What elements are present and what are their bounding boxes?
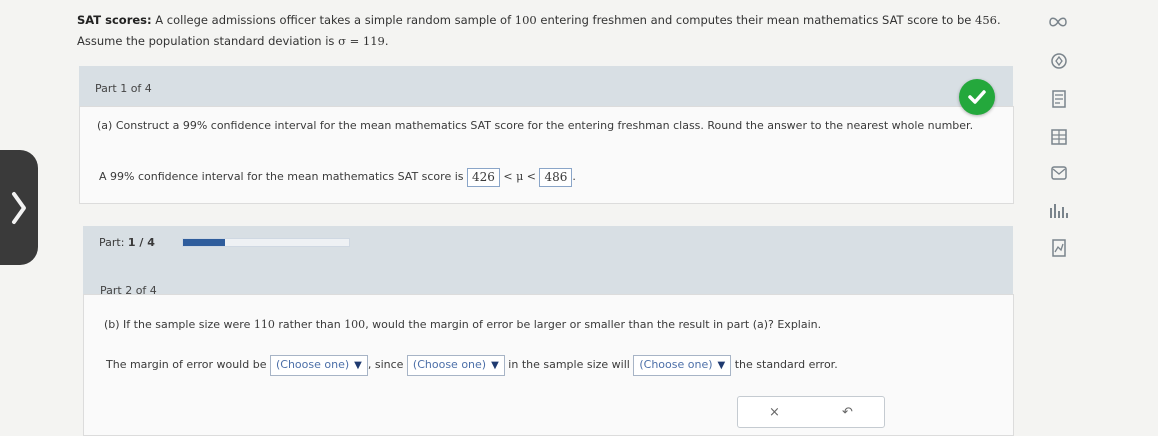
part1-header-band [79, 66, 1013, 106]
problem-text-2: entering freshmen and computes their mean mathematics SAT score to be [536, 13, 976, 27]
progress-bar-fill [183, 239, 225, 246]
problem-label: SAT scores: [77, 13, 152, 27]
part2-question-mid: rather than [274, 318, 345, 331]
sample-size-change-select[interactable] [407, 355, 505, 376]
chevron-down-icon: ▼ [491, 359, 499, 371]
part2-answer-line [106, 354, 838, 376]
problem-text-3: . Assume the population standard deviation is [77, 13, 1001, 48]
part1-title: Part 1 of 4 [95, 82, 152, 95]
new-sample-size: 110 [253, 318, 275, 331]
part2-sentence-3: in the sample size will [508, 358, 630, 371]
upper-bound-input[interactable]: 486 [539, 168, 572, 187]
part2-question [104, 318, 821, 331]
part1-answer-prefix: A 99% confidence interval for the mean mathematics SAT score is [99, 170, 464, 183]
chevron-down-icon: ▼ [717, 359, 726, 371]
part2-sentence-2: , since [367, 358, 404, 371]
part2-question-pre: (b) If the sample size were [104, 318, 254, 331]
select-1-value: (Choose one) [275, 357, 350, 371]
sigma-value: σ = 119 [338, 34, 385, 48]
chevron-down-icon: ▼ [354, 359, 362, 371]
progress-label-line [99, 236, 155, 249]
part2-sentence-4: the standard error. [734, 358, 838, 371]
sample-mean-value: 456 [975, 13, 997, 27]
part2-sentence-1: The margin of error would be [106, 358, 267, 371]
part1-answer-line [99, 165, 576, 189]
progress-bar [182, 238, 350, 247]
data-table-icon[interactable] [1049, 127, 1069, 147]
old-sample-size: 100 [344, 318, 366, 331]
part1-question: (a) Construct a 99% confidence interval for the mean mathematics SAT score for the entering freshman class. Round the answer to the nearest whole number. [97, 119, 974, 132]
graph-icon[interactable] [1049, 238, 1069, 258]
select-3-value: (Choose one) [639, 357, 713, 371]
message-icon[interactable] [1049, 163, 1069, 183]
problem-text-4: . [384, 34, 389, 48]
part2-title: Part 2 of 4 [100, 284, 157, 297]
progress-label: Part: [99, 236, 125, 249]
check-icon [959, 79, 995, 115]
sample-size-value: 100 [514, 13, 537, 27]
mu-expression: < μ < [503, 170, 536, 183]
infinity-icon[interactable] [1048, 12, 1068, 32]
chevron-right-icon[interactable] [0, 150, 38, 265]
calculator-icon[interactable] [1049, 89, 1069, 109]
margin-of-error-select[interactable] [270, 355, 368, 376]
clear-button[interactable]: × [769, 404, 780, 420]
progress-value: 1 / 4 [127, 236, 155, 249]
hint-icon[interactable] [1049, 51, 1069, 71]
problem-text-1: A college admissions officer takes a simple random sample of [151, 13, 515, 27]
part2-header-band [83, 260, 1013, 294]
answer-actions [737, 396, 885, 428]
select-2-value: (Choose one) [412, 357, 487, 371]
statistics-icon[interactable] [1049, 201, 1069, 221]
part1-answer-suffix: . [572, 170, 576, 183]
problem-statement [77, 10, 1027, 52]
part2-question-post: , would the margin of error be larger or smaller than the result in part (a)? Explain. [365, 318, 822, 331]
standard-error-change-select[interactable] [633, 355, 731, 376]
lower-bound-input[interactable]: 426 [467, 168, 500, 187]
undo-button[interactable]: ↶ [842, 404, 853, 420]
